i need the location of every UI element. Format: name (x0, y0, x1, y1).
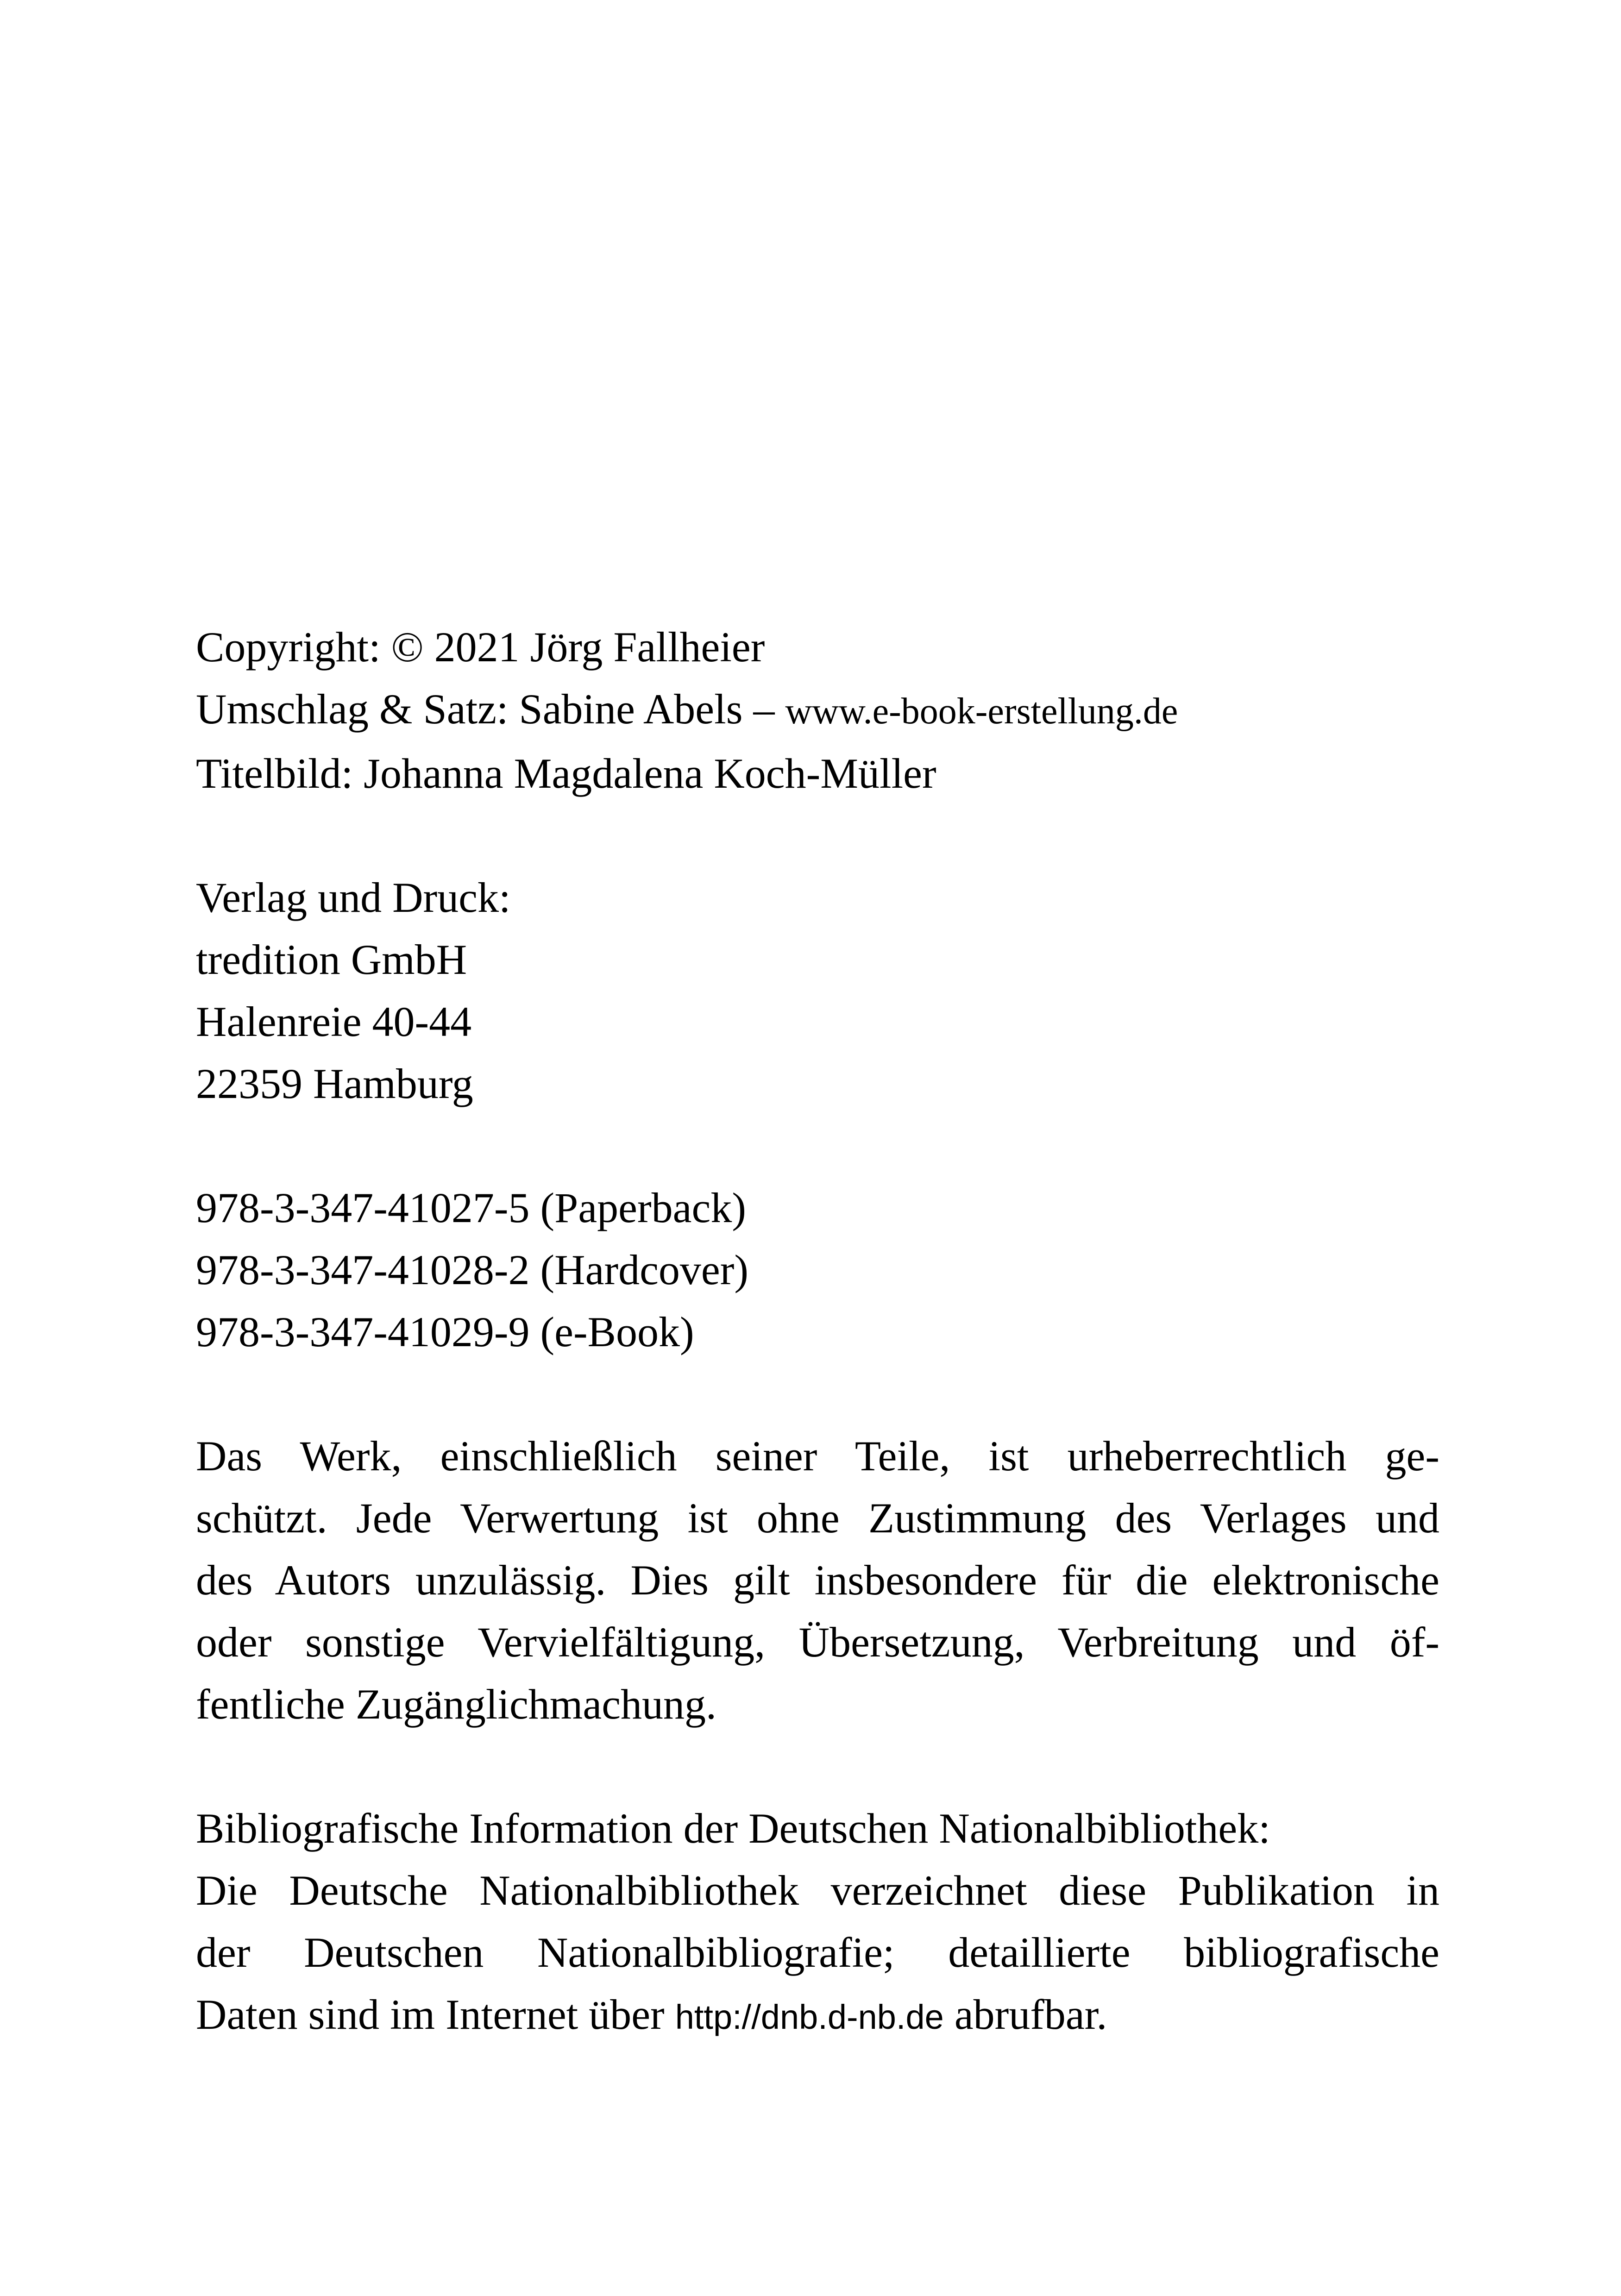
bibliography-last-prefix: Daten sind im Internet über (196, 1991, 675, 2038)
rights-line: fentliche Zugänglichmachung. (196, 1681, 717, 1728)
cover-design-url: www.e-book-erstellung.de (785, 691, 1178, 732)
rights-line: Das Werk, einschließlich seiner Teile, ist urheberrechtlich ge- (196, 1432, 1439, 1480)
bibliography-last-suffix: abrufbar. (943, 1991, 1107, 2038)
cover-design-label: Umschlag & Satz: Sabine Abels – (196, 685, 785, 733)
isbn-hardcover: 978-3-347-41028-2 (Hardcover) (196, 1246, 749, 1293)
publisher-heading: Verlag und Druck: (196, 874, 511, 921)
dnb-link[interactable]: http://dnb.d-nb.de (675, 1998, 944, 2036)
publisher-city: 22359 Hamburg (196, 1060, 473, 1107)
publisher-name: tredition GmbH (196, 936, 467, 983)
copyright-line: Copyright: © 2021 Jörg Fallheier (196, 623, 765, 671)
spacer (196, 1115, 1439, 1177)
bibliography-notice (196, 1797, 1439, 2048)
isbn-ebook: 978-3-347-41029-9 (e-Book) (196, 1308, 694, 1355)
spacer (196, 804, 1439, 866)
cover-design-line (196, 678, 1439, 742)
cover-image-line: Titelbild: Johanna Magdalena Koch-Müller (196, 750, 936, 797)
spacer (196, 1363, 1439, 1425)
bibliography-line: Die Deutsche Nationalbibliothek verzeichnet diese Publikation in (196, 1867, 1439, 1914)
rights-line: oder sonstige Vervielfältigung, Übersetzung, Verbreitung und öf- (196, 1618, 1439, 1666)
spacer (196, 1735, 1439, 1797)
bibliography-heading: Bibliografische Information der Deutschen Nationalbibliothek: (196, 1805, 1270, 1852)
credits-block (196, 616, 1439, 804)
isbn-block (196, 1177, 1439, 1363)
publisher-street: Halenreie 40-44 (196, 998, 472, 1045)
rights-line: des Autors unzulässig. Dies gilt insbesondere für die elektronische (196, 1556, 1439, 1604)
imprint-content (196, 616, 1439, 2048)
rights-notice (196, 1425, 1439, 1735)
publisher-block (196, 866, 1439, 1115)
bibliography-line (196, 1983, 1439, 2048)
rights-line: schützt. Jede Verwertung ist ohne Zustimmung des Verlages und (196, 1494, 1439, 1542)
isbn-paperback: 978-3-347-41027-5 (Paperback) (196, 1184, 746, 1231)
bibliography-line: der Deutschen Nationalbibliografie; detaillierte bibliografische (196, 1929, 1439, 1976)
